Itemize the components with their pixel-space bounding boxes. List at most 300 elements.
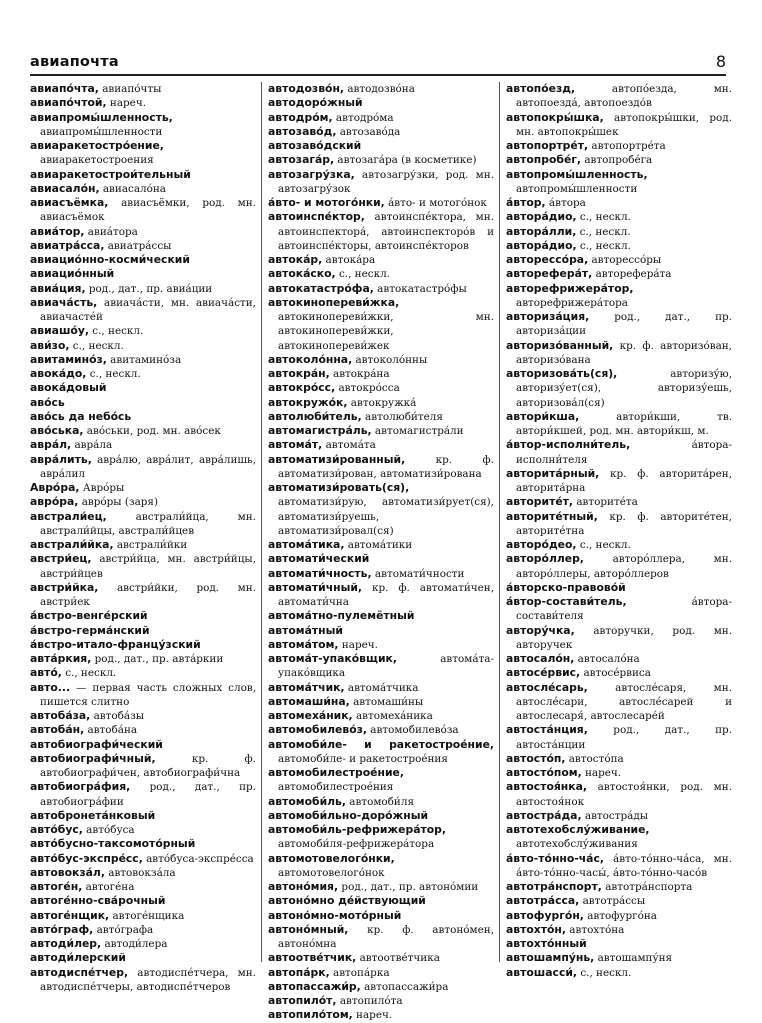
dictionary-entry [30,111,256,140]
headword: авторизова́ть(ся), [506,367,618,380]
headword: автоге́нщик, [30,908,110,922]
dictionary-entry [268,396,494,410]
entry-forms: авторизу́ю, авторизу́ет(ся), авторизу́ешь, авторизова́л(ся) [516,368,732,409]
dictionary-entry [30,253,256,267]
dictionary-entry [268,880,494,894]
headword: авра́лить, [30,452,92,466]
headword: аво́ська, [30,424,84,437]
dictionary-entry [268,367,494,381]
headword: а́вто-то́нно-ча́с, [506,851,604,865]
entry-forms: кр. ф. автобиографи́чен, автобиографи́чна [40,752,256,779]
dictionary-entry [506,253,732,267]
entry-forms: авиапромы́шленности [40,125,163,138]
dictionary-entry [506,909,732,923]
headword: авторефера́т, [506,267,593,281]
entry-forms: автома́та [322,439,376,452]
entry-forms: авто́буса [82,824,135,836]
dictionary-entry [30,510,256,539]
dictionary-entry [268,994,494,1008]
entry-forms: автолюби́теля [361,410,443,423]
headword: авра́л, [30,438,72,452]
entry-forms: автоинспе́ктора, мн. автоинспектора́, автоинспекторо́в и автоинспе́кторы, автоинспе́кторов [278,211,494,252]
headword: авиасъёмка, [30,196,109,209]
headword: автоба́н, [30,723,85,737]
dictionary-entry [30,723,256,737]
headword: автоге́н, [30,880,83,893]
headword: автоно́мный, [268,922,349,936]
dictionary-entry [30,367,256,381]
headword: автора́дио, [506,210,577,224]
entry-forms: автопа́рка [329,966,390,979]
entry-forms: род., дат., пр. автоно́мии [338,881,479,893]
entry-forms: автосто́па [565,752,624,765]
headword: автотехобслу́живание, [506,823,650,836]
dictionary-entry [268,638,494,652]
headword: автома́тный [268,623,343,637]
headword: автодозво́н, [268,82,345,95]
dictionary-entry [506,581,732,595]
dictionary-entry [268,111,494,125]
dictionary-entry [506,196,732,210]
entry-forms: автомобилестрое́ния [278,781,394,794]
dictionary-entry [506,139,732,153]
dictionary-entry [268,766,494,795]
dictionary-entry [268,125,494,139]
column-3 [506,82,732,979]
dictionary-entry [268,424,494,438]
entry-forms: автопо́езда, мн. автопоезда́, автопоездо́в [516,83,732,110]
dictionary-entry [30,738,256,752]
entry-forms: автоге́нщика [109,909,185,922]
dictionary-entry [506,168,732,197]
entry-forms: с., нескл. [577,966,632,979]
headword: автомаши́на, [268,694,350,708]
headword: автоста́нция, [506,723,588,737]
headword: автопокры́шка, [506,110,604,124]
column-1 [30,82,256,993]
dictionary-entry [30,780,256,809]
dictionary-entry [30,809,256,823]
dictionary-entry [506,723,732,752]
dictionary-entry [268,609,494,623]
entry-forms: авра́ла [71,439,113,452]
headword: автома́т, [268,438,323,452]
headword: автома́том, [268,637,339,651]
dictionary-entry [268,909,494,923]
dictionary-entry [506,852,732,881]
entry-forms: кр. ф. автомати́чен, автомати́чна [278,581,494,608]
dictionary-entry [506,438,732,467]
page-header [30,52,726,76]
dictionary-entry [268,966,494,980]
headword: австрали́йка, [30,538,114,551]
headword: автокружо́к, [268,395,348,409]
headword: автомоби́ль, [268,794,346,808]
dictionary-entry [506,225,732,239]
headword: автору́чка, [506,623,575,637]
entry-forms: автома́тики [344,539,413,551]
dictionary-entry [268,852,494,881]
dictionary-entry [268,723,494,737]
headword: автока́ско, [268,267,336,281]
headword: автотра́сса, [506,894,580,908]
dictionary-entry [30,353,256,367]
dictionary-entry [506,367,732,410]
entry-forms: автока́ра [322,254,376,266]
entry-forms: автома́та-упако́вщика [278,653,494,680]
dictionary-entry [30,396,256,410]
headword: автоди́лер, [30,937,102,950]
entry-forms: нареч. [106,97,147,110]
entry-forms: австрали́йки [113,539,188,551]
dictionary-columns [30,82,732,1022]
entry-forms: автостоя́нки, род. мн. автостоя́нок [516,781,732,808]
dictionary-entry [506,111,732,140]
entry-forms: с., нескл. [576,211,631,224]
dictionary-entry [30,709,256,723]
headword: авта́ркия, [30,652,92,665]
entry-forms: авторефрижера́тора [516,296,628,309]
headword: автокра́н, [268,367,330,380]
dictionary-entry [506,766,732,780]
dictionary-entry [30,638,256,652]
headword: автомати́чный, [268,580,363,594]
headword: автомобилево́з, [268,723,367,737]
entry-forms: авто́буса-экспре́сса [142,852,254,865]
headword: автомагистра́ль, [268,424,372,437]
entry-forms: автосало́на [574,653,640,665]
dictionary-entry [506,823,732,852]
dictionary-entry [268,139,494,153]
headword: автозагру́зка, [268,167,355,181]
entry-forms: авиасало́на [99,182,167,195]
dictionary-entry [30,937,256,951]
dictionary-entry [506,966,732,980]
headword: авиашо́у, [30,324,89,338]
entry-forms: автопромы́шленности [516,182,638,195]
dictionary-entry [30,823,256,837]
dictionary-entry [30,624,256,638]
headword: аво́сь [30,395,65,409]
headword: автостра́да, [506,808,582,822]
headword: авиасало́н, [30,181,100,195]
dictionary-entry [506,410,732,439]
headword: автома́тно-пулемётный [268,609,415,623]
dictionary-entry [506,510,732,539]
headword: автопассажи́р, [268,979,361,993]
entry-forms: — первая часть сложных слов, пишется слитно [40,681,256,708]
headword: автомоби́ле- и ракетострое́ние, [268,737,494,751]
entry-forms: нареч. [581,767,622,779]
entry-forms: автокружка́ [347,396,417,409]
dictionary-entry [268,168,494,197]
headword: автомоби́ль-рефрижера́тор, [268,823,447,836]
entry-forms: авра́лю, авра́лит, авра́лишь, авра́лил [40,453,256,480]
headword: авро́ра, [30,495,79,509]
headword: авторизо́ванный, [506,338,614,352]
dictionary-entry [268,453,494,482]
running-head: авиапочта [30,54,119,70]
entry-forms: авто́графа [93,923,154,936]
headword: авто́граф, [30,922,94,936]
entry-forms: автомеха́ника [352,710,433,722]
dictionary-entry [30,438,256,452]
dictionary-entry [506,809,732,823]
entry-forms: авторессо́ры [588,254,662,266]
dictionary-entry [268,980,494,994]
headword: автозаво́д, [268,124,337,138]
headword: а́встро-итало-францу́зский [30,637,201,651]
column-divider [499,82,500,962]
dictionary-entry [30,966,256,995]
headword: авторите́т, [506,495,574,509]
entry-forms: автодро́ма [332,111,394,124]
headword: авиаракетострои́тельный [30,167,191,181]
entry-forms: с., нескл. [86,368,141,380]
headword: автоматизи́рованный, [268,452,406,466]
dictionary-entry [30,481,256,495]
headword: автозаво́дский [268,139,362,152]
headword: аво́сь да небо́сь [30,409,132,423]
dictionary-entry [30,453,256,482]
dictionary-entry [268,410,494,424]
headword: авиаракетостро́ение, [30,139,164,152]
entry-forms: автомаши́ны [349,695,424,708]
dictionary-entry [506,937,732,951]
dictionary-entry [268,951,494,965]
entry-forms: а́втора-состави́теля [516,596,732,623]
dictionary-entry [506,282,732,311]
entry-forms: автозагру́зки, род. мн. автозагру́зок [278,168,494,195]
dictionary-entry [506,652,732,666]
dictionary-entry [506,894,732,908]
headword: австрали́ец, [30,509,107,523]
headword: автохто́н, [506,922,566,936]
headword: автодиспе́тчер, [30,965,129,979]
headword: авиапо́чта, [30,82,99,95]
entry-forms: автомоби́ле- и ракетострое́ния [278,752,448,765]
headword: автори́кша, [506,409,580,423]
headword: автоотве́тчик, [268,951,357,965]
dictionary-entry [268,552,494,566]
headword: автостоя́нка, [506,780,587,794]
headword: автоно́мия, [268,880,339,893]
headword: автома́тчик, [268,680,345,694]
dictionary-entry [30,339,256,353]
headword: а́встро-венге́рский [30,609,148,623]
headword: авто́, [30,666,62,680]
headword: авиатра́сса, [30,238,105,252]
entry-forms: автоба́на [84,724,138,737]
headword: ави́зо, [30,338,70,352]
dictionary-entry [506,267,732,281]
dictionary-entry [30,182,256,196]
entry-forms: кр. ф. автоматизи́рован, автоматизи́рована [278,453,494,480]
entry-forms: авиапо́чты [98,83,162,95]
entry-forms: автоба́зы [90,710,145,722]
entry-forms: автоколо́нны [352,353,428,366]
headword: авторессо́ра, [506,253,589,266]
headword: а́втор-состави́тель, [506,595,627,608]
entry-forms: автотехобслу́живания [516,838,638,851]
headword: автоинспе́ктор, [268,210,365,224]
entry-forms: с., нескл. [335,268,390,281]
headword: автокинопереви́жка, [268,295,400,309]
dictionary-entry [506,82,732,111]
entry-forms: автори́кши, тв. автори́кшей, род. мн. автори́кш, м. [516,410,732,437]
headword: автобронета́нковый [30,808,156,822]
dictionary-entry [268,296,494,353]
headword: авто́бусно-таксомото́рный [30,837,196,851]
entry-forms: с., нескл. [576,239,631,252]
entry-forms: род., дат., пр. авта́ркии [91,653,224,665]
headword: автоно́мно-мото́рный [268,908,402,922]
headword: авториза́ция, [506,310,590,323]
dictionary-entry [30,495,256,509]
dictionary-entry [506,624,732,653]
dictionary-entry [268,567,494,581]
headword: автопо́езд, [506,82,576,95]
headword: автопробе́г, [506,153,582,167]
dictionary-entry [268,695,494,709]
entry-forms: а́вто-то́нно-ча́са, мн. а́вто-то́нно-часы́, а́вто-то́нно-часо́в [516,852,732,879]
entry-forms: автомоби́ля [345,795,415,808]
dictionary-entry [30,96,256,110]
dictionary-entry [268,652,494,681]
dictionary-entry [30,267,256,281]
entry-forms: автоге́на [82,881,135,893]
headword: автобиографи́ческий [30,737,163,751]
headword: авто́бус, [30,823,83,836]
headword: автокро́сс, [268,381,336,395]
dictionary-entry [506,339,732,368]
dictionary-entry [268,809,494,823]
entry-forms: австри́йки, род. мн. австри́ек [40,581,256,608]
dictionary-entry [506,538,732,552]
entry-forms: авиаракетостроения [40,154,154,167]
headword: автора́дио, [506,238,577,252]
entry-forms: авро́ры (заря) [78,496,159,509]
entry-forms: а́втора [545,197,586,209]
dictionary-entry [30,139,256,168]
headword: авиа́ция, [30,281,86,295]
dictionary-entry [506,310,732,339]
headword: автоге́нно-сва́рочный [30,894,166,908]
dictionary-entry [30,894,256,908]
entry-forms: кр. ф. автоно́мен, автоно́мна [278,923,494,950]
dictionary-entry [30,752,256,781]
entry-forms: автомобилево́за [367,724,459,737]
dictionary-entry [506,239,732,253]
headword: автосто́п, [506,751,566,765]
dictionary-entry [30,880,256,894]
headword: авиапо́чтой, [30,96,107,110]
dictionary-entry [30,424,256,438]
entry-forms: автокатастро́фы [373,282,467,295]
entry-forms: род., дат., пр. автоста́нции [516,724,732,751]
headword: авторо́део, [506,538,577,551]
dictionary-entry [30,296,256,325]
dictionary-entry [30,581,256,610]
entry-forms: автомоби́ля-рефрижера́тора [278,838,435,851]
headword: автопортре́т, [506,139,589,152]
dictionary-entry [268,353,494,367]
entry-forms: с., нескл. [576,539,631,551]
entry-forms: автопортре́та [588,140,666,152]
entry-forms: автокра́на [329,368,390,380]
dictionary-entry [30,552,256,581]
entry-forms: с., нескл. [61,667,117,680]
entry-forms: авиатра́ссы [104,239,172,252]
headword: автома́тика, [268,538,345,551]
entry-forms: автозаво́да [336,125,401,138]
dictionary-entry [30,609,256,623]
entry-forms: кр. ф. авторизо́ван, авторизо́вана [516,339,732,366]
entry-forms: автоматизи́рую, автоматизи́рует(ся), автоматизи́руешь, автоматизи́ровал(ся) [278,496,494,537]
dictionary-entry [30,666,256,680]
dictionary-entry [268,894,494,908]
headword: автобиогра́фия, [30,780,131,794]
entry-forms: с., нескл. [89,325,144,338]
headword: автоколо́нна, [268,352,353,366]
headword: автобиографи́чный, [30,751,156,765]
dictionary-entry [506,467,732,496]
dictionary-entry [506,951,732,965]
headword: автомеха́ник, [268,709,353,722]
headword: автотра́нспорт, [506,880,602,893]
headword: авитамино́з, [30,352,107,366]
dictionary-entry [506,880,732,894]
headword: авто... [30,680,71,694]
entry-forms: авитамино́за [106,353,182,366]
entry-forms: автотра́ссы [579,895,646,908]
dictionary-entry [30,951,256,965]
dictionary-entry [30,225,256,239]
entry-forms: автопассажи́ра [360,980,449,993]
dictionary-entry [30,324,256,338]
dictionary-entry [268,738,494,767]
entry-forms: автозага́ра (в косметике) [334,154,477,167]
entry-forms: а́вто- и мотого́нок [384,197,487,209]
headword: Авро́ра, [30,481,80,494]
entry-forms: род., дат., пр. автобиогра́фии [40,781,256,808]
entry-forms: Авро́ры [79,482,125,494]
entry-forms: род., дат., пр. авиа́ции [85,282,213,295]
headword: австри́ец, [30,552,92,566]
headword: а́вторско-правово́й [506,580,626,594]
dictionary-entry [268,282,494,296]
entry-forms: кр. ф. авторита́рен, авторита́рна [516,467,732,494]
headword: авторита́рный, [506,466,600,480]
entry-forms: автомотовелого́нок [278,866,385,879]
entry-forms: автосле́саря, мн. автосле́сари, автосле́сарей и автослесаря́, автослесаре́й [516,681,732,722]
headword: а́втор, [506,196,546,209]
entry-forms: автошампу́ня [594,952,673,965]
entry-forms: род., дат., пр. авториза́ции [516,311,732,338]
dictionary-entry [268,624,494,638]
entry-forms: аво́ськи, род. мн. аво́сек [83,425,221,437]
dictionary-entry [30,652,256,666]
dictionary-entry [30,852,256,866]
column-2 [268,82,494,1022]
headword: авиацио́нно-косми́ческий [30,253,190,266]
dictionary-entry [268,538,494,552]
dictionary-entry [268,823,494,852]
headword: авторо́ллер, [506,552,584,566]
dictionary-entry [268,481,494,538]
headword: а́вто- и мотого́нки, [268,196,385,209]
headword: автофурго́н, [506,908,584,922]
